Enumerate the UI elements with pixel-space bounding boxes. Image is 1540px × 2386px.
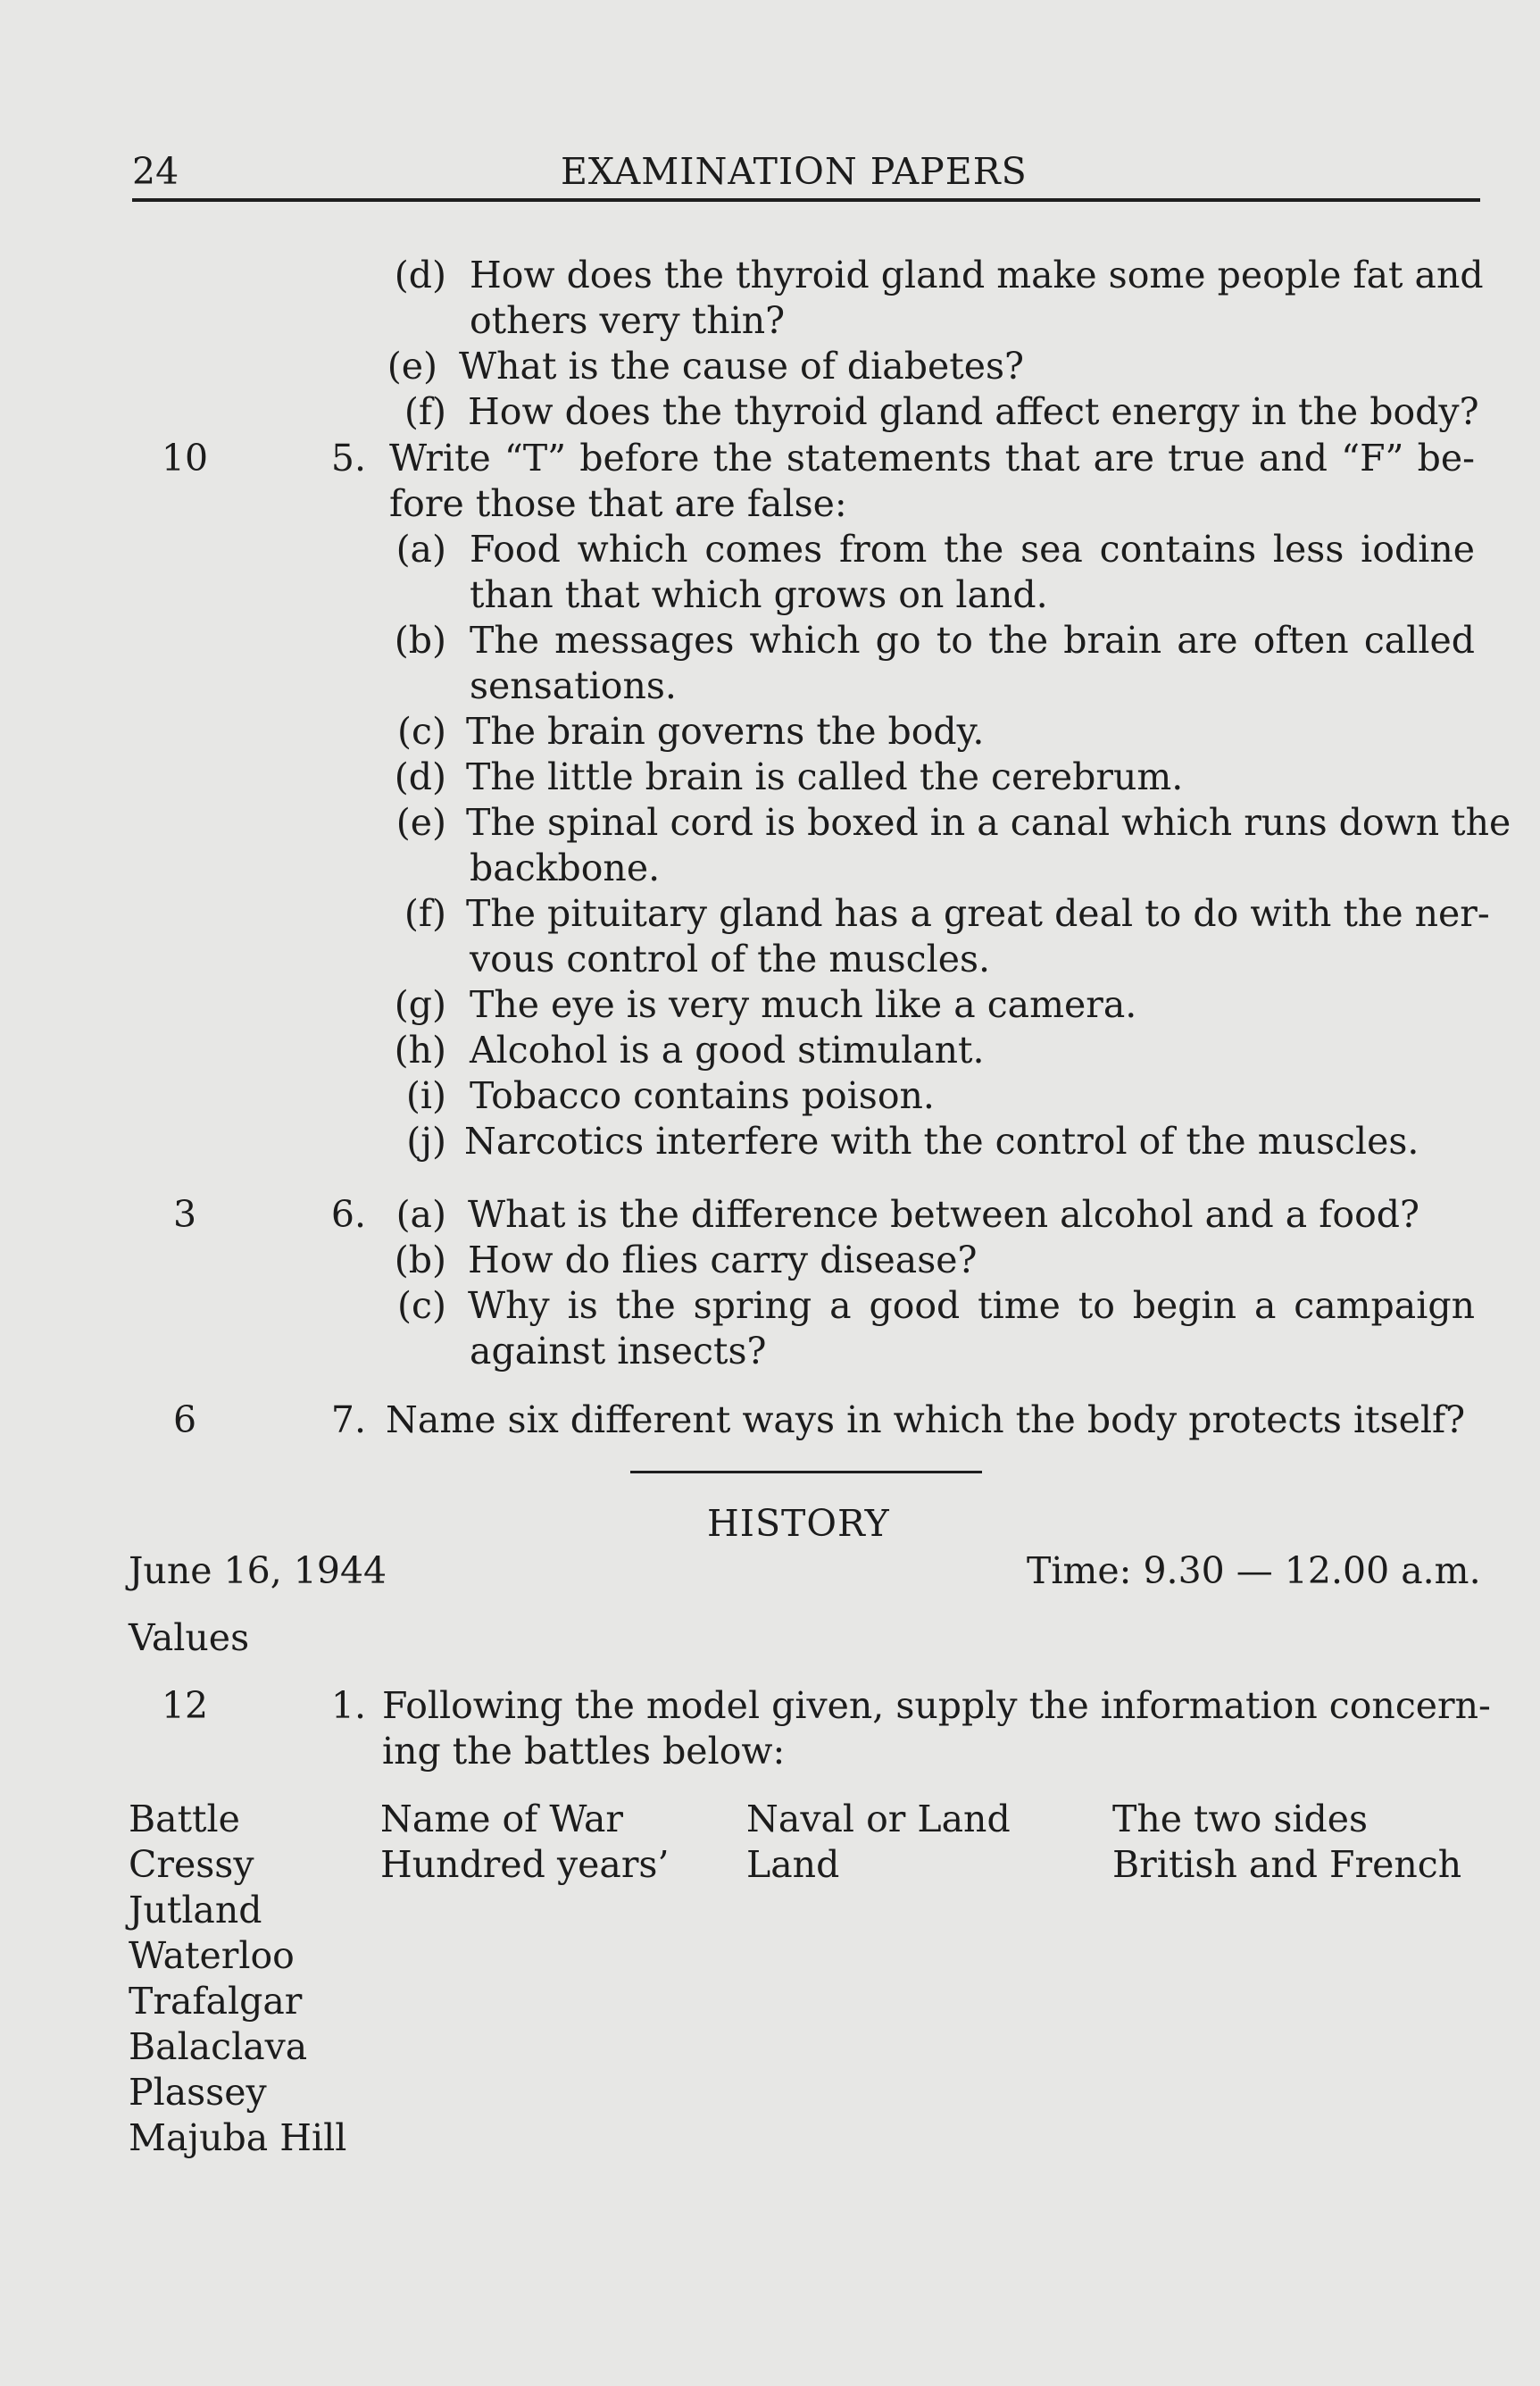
- question-number: 1.: [330, 1684, 366, 1727]
- table-row: [0, 1978, 1540, 2024]
- table-cell: Jutland: [129, 1889, 262, 1931]
- section-title: HISTORY: [707, 1502, 890, 1545]
- question-text: fore those that are false:: [389, 482, 847, 525]
- item-text: How does the thyroid gland make some people fat and: [470, 254, 1484, 296]
- item-label: (e): [387, 345, 437, 388]
- page-number: 24: [132, 150, 179, 193]
- question-text: ing the battles below:: [382, 1730, 786, 1773]
- question-number: 5.: [330, 437, 366, 480]
- item-label: (d): [394, 254, 446, 296]
- question-value: 3: [172, 1193, 197, 1236]
- item-text: The pituitary gland has a great deal to do with the ner-: [466, 892, 1490, 935]
- question-text: Following the model given, supply the information concern-: [382, 1684, 1491, 1727]
- exam-date: June 16, 1944: [129, 1549, 387, 1592]
- item-text: Why is the spring a good time to begin a campaign: [468, 1284, 1475, 1327]
- list-item: [0, 708, 1540, 755]
- list-item: [0, 1027, 1540, 1073]
- header-rule: [132, 198, 1480, 202]
- table-cell: Plassey: [129, 2071, 267, 2114]
- question-text: Name six different ways in which the body protects itself?: [386, 1398, 1466, 1441]
- table-cell: Trafalgar: [129, 1980, 303, 2023]
- list-item: [0, 252, 1540, 298]
- list-item: [0, 526, 1540, 572]
- item-text: vous control of the muscles.: [470, 938, 991, 980]
- history-question-1: [0, 1682, 1540, 1729]
- list-item: [0, 981, 1540, 1028]
- table-header-row: [0, 1796, 1540, 1842]
- values-heading: [0, 1614, 1540, 1661]
- column-header: Name of War: [380, 1798, 624, 1840]
- question-7: [0, 1397, 1540, 1443]
- table-row: [0, 2069, 1540, 2115]
- item-text: What is the difference between alcohol and a food?: [468, 1193, 1419, 1236]
- item-text: backbone.: [470, 847, 661, 889]
- question-6: [0, 1191, 1540, 1238]
- history-question-1-continued: [0, 1728, 1540, 1774]
- table-cell: British and French: [1112, 1843, 1462, 1886]
- item-label: (e): [395, 801, 446, 844]
- table-cell: Majuba Hill: [129, 2116, 347, 2159]
- table-row: [0, 1887, 1540, 1933]
- list-item-continued: [0, 845, 1540, 891]
- list-item-continued: [0, 936, 1540, 982]
- item-text: The eye is very much like a camera.: [470, 983, 1137, 1026]
- list-item-continued: [0, 571, 1540, 618]
- item-label: (a): [395, 1193, 446, 1236]
- list-item: [0, 1237, 1540, 1283]
- question-number: 6.: [330, 1193, 366, 1236]
- list-item: [0, 1072, 1540, 1119]
- column-header: Battle: [129, 1798, 240, 1840]
- list-item: [0, 388, 1540, 435]
- column-header: The two sides: [1112, 1798, 1369, 1840]
- item-label: (g): [394, 983, 446, 1026]
- table-row: [0, 2115, 1540, 2161]
- question-value: 10: [161, 437, 209, 480]
- item-label: (b): [394, 1239, 446, 1281]
- item-text: Narcotics interfere with the control of the muscles.: [464, 1120, 1419, 1163]
- item-label: (b): [394, 619, 446, 662]
- list-item-continued: [0, 297, 1540, 344]
- item-text: others very thin?: [470, 299, 786, 342]
- running-title: EXAMINATION PAPERS: [561, 150, 1028, 193]
- item-text: The spinal cord is boxed in a canal which runs down the: [466, 801, 1511, 844]
- table-cell: Hundred years’: [380, 1843, 670, 1886]
- list-item-continued: [0, 663, 1540, 709]
- exam-time: Time: 9.30 — 12.00 a.m.: [1027, 1549, 1481, 1592]
- list-item: [0, 1118, 1540, 1164]
- item-text: sensations.: [470, 664, 677, 707]
- table-cell: Waterloo: [129, 1934, 295, 1977]
- question-5: [0, 435, 1540, 481]
- list-item-continued: [0, 1328, 1540, 1374]
- list-item: [0, 754, 1540, 800]
- item-text: The messages which go to the brain are often called: [470, 619, 1475, 662]
- list-item: [0, 1282, 1540, 1329]
- item-label: (a): [395, 528, 446, 571]
- item-label: (c): [397, 710, 446, 753]
- item-label: (j): [406, 1120, 446, 1163]
- list-item: [0, 890, 1540, 937]
- item-label: (c): [397, 1284, 446, 1327]
- item-text: What is the cause of diabetes?: [459, 345, 1024, 388]
- item-label: (f): [404, 892, 446, 935]
- question-text: Write “T” before the statements that are true and “F” be-: [389, 437, 1475, 480]
- question-value: 12: [161, 1684, 209, 1727]
- item-text: Food which comes from the sea contains less iodine: [470, 528, 1475, 571]
- values-label: Values: [129, 1616, 250, 1659]
- item-text: How do flies carry disease?: [468, 1239, 978, 1281]
- item-label: (f): [404, 390, 446, 433]
- exam-info: [0, 1548, 1540, 1594]
- item-text: The little brain is called the cerebrum.: [466, 755, 1184, 798]
- question-5-continued: [0, 480, 1540, 527]
- item-text: The brain governs the body.: [466, 710, 985, 753]
- item-text: Tobacco contains poison.: [470, 1074, 935, 1117]
- item-text: Alcohol is a good stimulant.: [470, 1029, 985, 1072]
- table-row: [0, 1932, 1540, 1979]
- question-number: 7.: [330, 1398, 366, 1441]
- table-row: [0, 2023, 1540, 2070]
- item-label: (d): [394, 755, 446, 798]
- column-header: Naval or Land: [746, 1798, 1011, 1840]
- item-label: (i): [405, 1074, 446, 1117]
- list-item: [0, 343, 1540, 389]
- table-row: [0, 1841, 1540, 1888]
- question-value: 6: [172, 1398, 197, 1441]
- list-item: [0, 617, 1540, 663]
- item-label: (h): [394, 1029, 446, 1072]
- section-rule: [630, 1471, 982, 1473]
- item-text: against insects?: [470, 1330, 767, 1372]
- item-text: How does the thyroid gland affect energy in the body?: [468, 390, 1479, 433]
- running-header: [132, 148, 1480, 198]
- item-text: than that which grows on land.: [470, 573, 1048, 616]
- table-cell: Cressy: [129, 1843, 254, 1886]
- table-cell: Land: [746, 1843, 840, 1886]
- list-item: [0, 799, 1540, 846]
- table-cell: Balaclava: [129, 2025, 308, 2068]
- section-heading: [0, 1500, 1540, 1547]
